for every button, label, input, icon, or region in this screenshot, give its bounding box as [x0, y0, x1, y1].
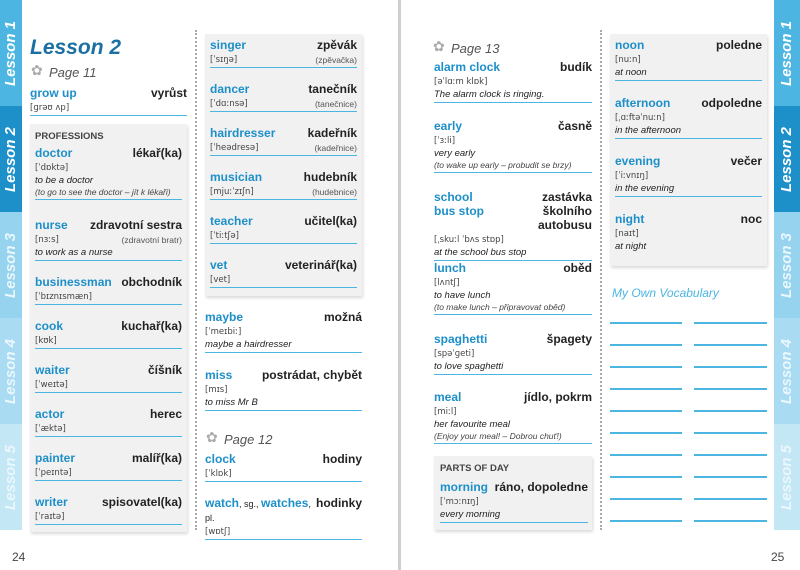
entry-example-note: (Enjoy your meal! – Dobrou chuť!)	[434, 431, 562, 441]
entry-cz: kuchař(ka)	[121, 319, 182, 333]
vocab-entry	[434, 190, 592, 261]
tab-lesson-1[interactable]	[0, 0, 22, 106]
vocab-entry	[615, 154, 762, 197]
writing-line[interactable]	[610, 366, 682, 368]
writing-line[interactable]	[610, 520, 682, 522]
tab-lesson-1[interactable]	[774, 0, 800, 106]
entry-ipa: [ˈtiːtʃə]	[210, 231, 239, 241]
entry-en: writer	[35, 495, 68, 509]
entry-example-note: (to go to see the doctor – jít k lékaři)	[35, 187, 171, 197]
tab-lesson-4[interactable]	[774, 318, 800, 424]
entry-cz: postrádat, chybět	[261, 368, 362, 382]
entry-example: to miss Mr B	[205, 397, 258, 408]
entry-cz: hodiny	[322, 452, 362, 466]
entry-ipa: [ˈraɪtə]	[35, 512, 65, 522]
vocab-entry	[205, 496, 362, 540]
vocab-entry	[35, 146, 182, 200]
tab-lesson-5[interactable]	[774, 424, 800, 530]
entry-ipa: [ˈklɒk]	[205, 469, 232, 479]
entry-ipa: [ˈheədresə]	[210, 143, 259, 153]
entry-cz-note: (tanečnice)	[314, 99, 357, 109]
entry-en: teacher	[210, 214, 253, 228]
entry-cz-note: (zdravotní bratr)	[121, 235, 182, 245]
entry-cz: hodinky	[315, 496, 362, 510]
entry-example-note: (to wake up early – probudit se brzy)	[434, 160, 572, 170]
writing-line[interactable]	[610, 454, 682, 456]
vocab-entry	[210, 258, 357, 288]
vocab-entry	[35, 407, 182, 437]
writing-line[interactable]	[694, 322, 767, 324]
entry-cz: učitel(ka)	[304, 214, 357, 228]
vocab-entry	[615, 212, 762, 254]
vocab-entry	[35, 495, 182, 525]
entry-example: to be a doctor	[35, 175, 94, 186]
entry-cz: vyrůst	[150, 86, 187, 100]
entry-en: meal	[434, 390, 462, 404]
tab-label: Lesson 1	[2, 20, 20, 86]
entry-cz-note: (hudebnice)	[312, 187, 357, 197]
entry-en-sg: watch	[205, 496, 240, 510]
writing-line[interactable]	[694, 476, 767, 478]
entry-en: morning	[440, 480, 488, 494]
entry-ipa: [ˈɜːli]	[434, 136, 456, 146]
entry-ipa: [ˈæktə]	[35, 424, 66, 434]
vocab-entry	[205, 310, 362, 353]
entry-example: The alarm clock is ringing.	[434, 89, 545, 100]
entry-ipa: [ɡrəʊ ʌp]	[30, 103, 70, 113]
entry-cz: číšník	[147, 363, 182, 377]
vocab-entry	[210, 214, 357, 244]
vocab-entry	[35, 275, 182, 305]
writing-line[interactable]	[694, 410, 767, 412]
entry-cz: noc	[740, 212, 762, 226]
entry-ipa: [lʌntʃ]	[434, 278, 460, 288]
entry-ipa: [nɜːs]	[35, 235, 59, 245]
entry-cz: možná	[323, 310, 362, 324]
vocab-entry	[35, 218, 182, 261]
tab-label: Lesson 3	[2, 232, 20, 298]
entry-en: miss	[205, 368, 233, 382]
vocab-entry	[434, 119, 592, 173]
entry-ipa: [ˈmeɪbiː]	[205, 327, 242, 337]
vocab-entry	[35, 363, 182, 393]
entry-cz: oběd	[563, 261, 592, 275]
vocab-entry	[615, 38, 762, 81]
right-page	[401, 0, 800, 570]
entry-en: noon	[615, 38, 645, 52]
vocab-entry	[35, 319, 182, 349]
entry-cz: tanečník	[308, 82, 357, 96]
vocab-entry	[434, 390, 592, 444]
entry-cz: špagety	[546, 332, 592, 346]
writing-line[interactable]	[610, 322, 682, 324]
entry-ipa: [ˌskuːl ˈbʌs stɒp]	[434, 235, 504, 245]
entry-en: afternoon	[615, 96, 671, 110]
entry-cz: hudebník	[303, 170, 357, 184]
entry-example: at night	[615, 241, 647, 252]
entry-en: dancer	[210, 82, 250, 96]
page-number: 24	[12, 550, 26, 564]
entry-ipa: [ˈpeɪntə]	[35, 468, 72, 478]
entry-ipa: [nuːn]	[615, 55, 641, 65]
entry-cz: jídlo, pokrm	[523, 390, 592, 404]
entry-example: maybe a hairdresser	[205, 339, 292, 350]
column-divider	[195, 30, 197, 530]
tab-label: Lesson 5	[778, 444, 796, 510]
own-vocabulary-title: My Own Vocabulary	[612, 286, 719, 300]
tab-lesson-3[interactable]	[774, 212, 800, 318]
column-divider	[600, 30, 602, 530]
writing-line[interactable]	[610, 410, 682, 412]
entry-cz: zastávka školního autobusu	[538, 190, 592, 232]
vocab-entry	[615, 96, 762, 139]
vocab-entry	[440, 480, 588, 523]
vocab-entry	[30, 86, 187, 116]
entry-en: vet	[210, 258, 228, 272]
tab-lesson-3[interactable]	[0, 212, 22, 318]
entry-en: night	[615, 212, 645, 226]
entry-ipa: [ˈweɪtə]	[35, 380, 68, 390]
writing-line[interactable]	[694, 498, 767, 500]
entry-cz: lékař(ka)	[132, 146, 182, 160]
entry-ipa: [wɒtʃ]	[205, 527, 231, 537]
entry-en: early	[434, 119, 463, 133]
entry-ipa: [ˈsɪŋə]	[210, 55, 238, 65]
entry-ipa: [vet]	[210, 275, 231, 285]
entry-cz: kadeřník	[307, 126, 357, 140]
entry-ipa: [ˈdɒktə]	[35, 163, 69, 173]
tab-label: Lesson 3	[778, 232, 796, 298]
writing-line[interactable]	[694, 388, 767, 390]
entry-cz: herec	[149, 407, 182, 421]
box-heading: PROFESSIONS	[35, 131, 104, 142]
vocab-entry	[35, 451, 182, 481]
entry-cz: poledne	[715, 38, 762, 52]
writing-line[interactable]	[694, 432, 767, 434]
entry-example: very early	[434, 148, 476, 159]
lesson-tabs-right	[774, 0, 800, 530]
professions-box-2	[205, 34, 362, 296]
entry-example: to work as a nurse	[35, 247, 113, 258]
entry-ipa: [mɪs]	[205, 385, 228, 395]
vocab-entry	[434, 332, 592, 375]
lesson-title: Lesson 2	[30, 36, 122, 59]
page-number: 25	[771, 550, 785, 564]
vocab-entry	[434, 60, 592, 103]
entry-cz: večer	[730, 154, 762, 168]
left-page	[0, 0, 399, 570]
tab-label: Lesson 2	[2, 126, 20, 192]
writing-line[interactable]	[694, 344, 767, 346]
entry-example-note: (to make lunch – připravovat oběd)	[434, 302, 566, 312]
entry-example: in the afternoon	[615, 125, 682, 136]
tab-label: Lesson 4	[2, 338, 20, 404]
entry-en: spaghetti	[434, 332, 488, 346]
entry-en: school bus stop	[434, 190, 484, 218]
entry-cz: zdravotní sestra	[89, 218, 182, 232]
entry-example: at noon	[615, 67, 647, 78]
box-heading: PARTS OF DAY	[440, 463, 510, 474]
writing-line[interactable]	[610, 344, 682, 346]
entry-example: her favourite meal	[434, 419, 511, 430]
entry-cz: odpoledne	[701, 96, 762, 110]
tab-label: Lesson 1	[778, 20, 796, 86]
writing-line[interactable]	[610, 388, 682, 390]
entry-cz: časně	[557, 119, 592, 133]
page-ref	[433, 41, 499, 56]
flower-icon	[206, 433, 219, 446]
writing-line[interactable]	[694, 366, 767, 368]
entry-example: to love spaghetti	[434, 361, 504, 372]
writing-line[interactable]	[610, 432, 682, 434]
tab-label: Lesson 5	[2, 444, 20, 510]
grammar-pl: , pl.	[205, 499, 311, 523]
entry-cz-note: (zpěvačka)	[315, 55, 357, 65]
flower-icon	[31, 66, 44, 79]
entry-en-pl: watches	[261, 496, 309, 510]
entry-ipa: [kʊk]	[35, 336, 57, 346]
entry-cz: spisovatel(ka)	[101, 495, 182, 509]
grammar-sg: , sg.,	[239, 499, 262, 509]
entry-example: to have lunch	[434, 290, 491, 301]
entry-ipa: [ˈdɑːnsə]	[210, 99, 248, 109]
entry-cz: malíř(ka)	[131, 451, 182, 465]
tab-lesson-2[interactable]	[774, 106, 800, 212]
entry-cz: zpěvák	[316, 38, 357, 52]
entry-en: alarm clock	[434, 60, 501, 74]
entry-en: musician	[210, 170, 263, 184]
vocab-entry	[210, 82, 357, 112]
writing-line[interactable]	[610, 498, 682, 500]
page-ref	[206, 432, 272, 447]
tab-lesson-2[interactable]	[0, 106, 22, 212]
page-ref-label: Page 11	[49, 65, 97, 80]
entry-en: businessman	[35, 275, 112, 289]
entry-ipa: [ˌɑːftəˈnuːn]	[615, 113, 665, 123]
entry-en: maybe	[205, 310, 244, 324]
entry-ipa: [miːl]	[434, 407, 457, 417]
page-ref-label: Page 12	[224, 432, 273, 447]
entry-en: painter	[35, 451, 76, 465]
entry-en: actor	[35, 407, 65, 421]
entry-example: in the evening	[615, 183, 675, 194]
vocab-entry	[210, 170, 357, 200]
writing-line[interactable]	[694, 454, 767, 456]
entry-example: at the school bus stop	[434, 247, 527, 258]
writing-line[interactable]	[694, 520, 767, 522]
page-ref	[31, 65, 96, 80]
entry-ipa: [ˈiːvnɪŋ]	[615, 171, 649, 181]
entry-cz: ráno, dopoledne	[494, 480, 588, 494]
entry-en: lunch	[434, 261, 466, 275]
entry-ipa: [naɪt]	[615, 229, 639, 239]
entry-ipa: [əˈlɑːm klɒk]	[434, 77, 488, 87]
entry-cz: obchodník	[121, 275, 182, 289]
tab-label: Lesson 2	[778, 126, 796, 192]
tab-lesson-5[interactable]	[0, 424, 22, 530]
tab-label: Lesson 4	[778, 338, 796, 404]
page-ref-label: Page 13	[451, 41, 500, 56]
entry-en: evening	[615, 154, 661, 168]
entry-en: singer	[210, 38, 247, 52]
entry-ipa: [ˈmɔːnɪŋ]	[440, 497, 479, 507]
entry-cz: veterinář(ka)	[284, 258, 357, 272]
tab-lesson-4[interactable]	[0, 318, 22, 424]
entry-example: every morning	[440, 509, 501, 520]
lesson-tabs-left	[0, 0, 22, 530]
entry-en: cook	[35, 319, 64, 333]
entry-en: doctor	[35, 146, 73, 160]
entry-en	[205, 496, 316, 524]
entry-cz-note: (kadeřnice)	[314, 143, 357, 153]
entry-ipa: [ˈbɪznɪsmæn]	[35, 292, 92, 302]
entry-ipa: [mjuːˈzɪʃn]	[210, 187, 254, 197]
vocab-entry	[205, 452, 362, 482]
entry-en: hairdresser	[210, 126, 276, 140]
entry-en: waiter	[35, 363, 70, 377]
vocab-entry	[205, 368, 362, 411]
vocab-entry	[434, 261, 592, 315]
entry-cz: budík	[560, 60, 592, 74]
entry-en: clock	[205, 452, 236, 466]
flower-icon	[433, 42, 446, 55]
vocab-entry	[210, 126, 357, 156]
writing-line[interactable]	[610, 476, 682, 478]
entry-en: nurse	[35, 218, 68, 232]
vocab-entry	[210, 38, 357, 68]
entry-ipa: [spəˈɡeti]	[434, 349, 475, 359]
entry-en: grow up	[30, 86, 77, 100]
